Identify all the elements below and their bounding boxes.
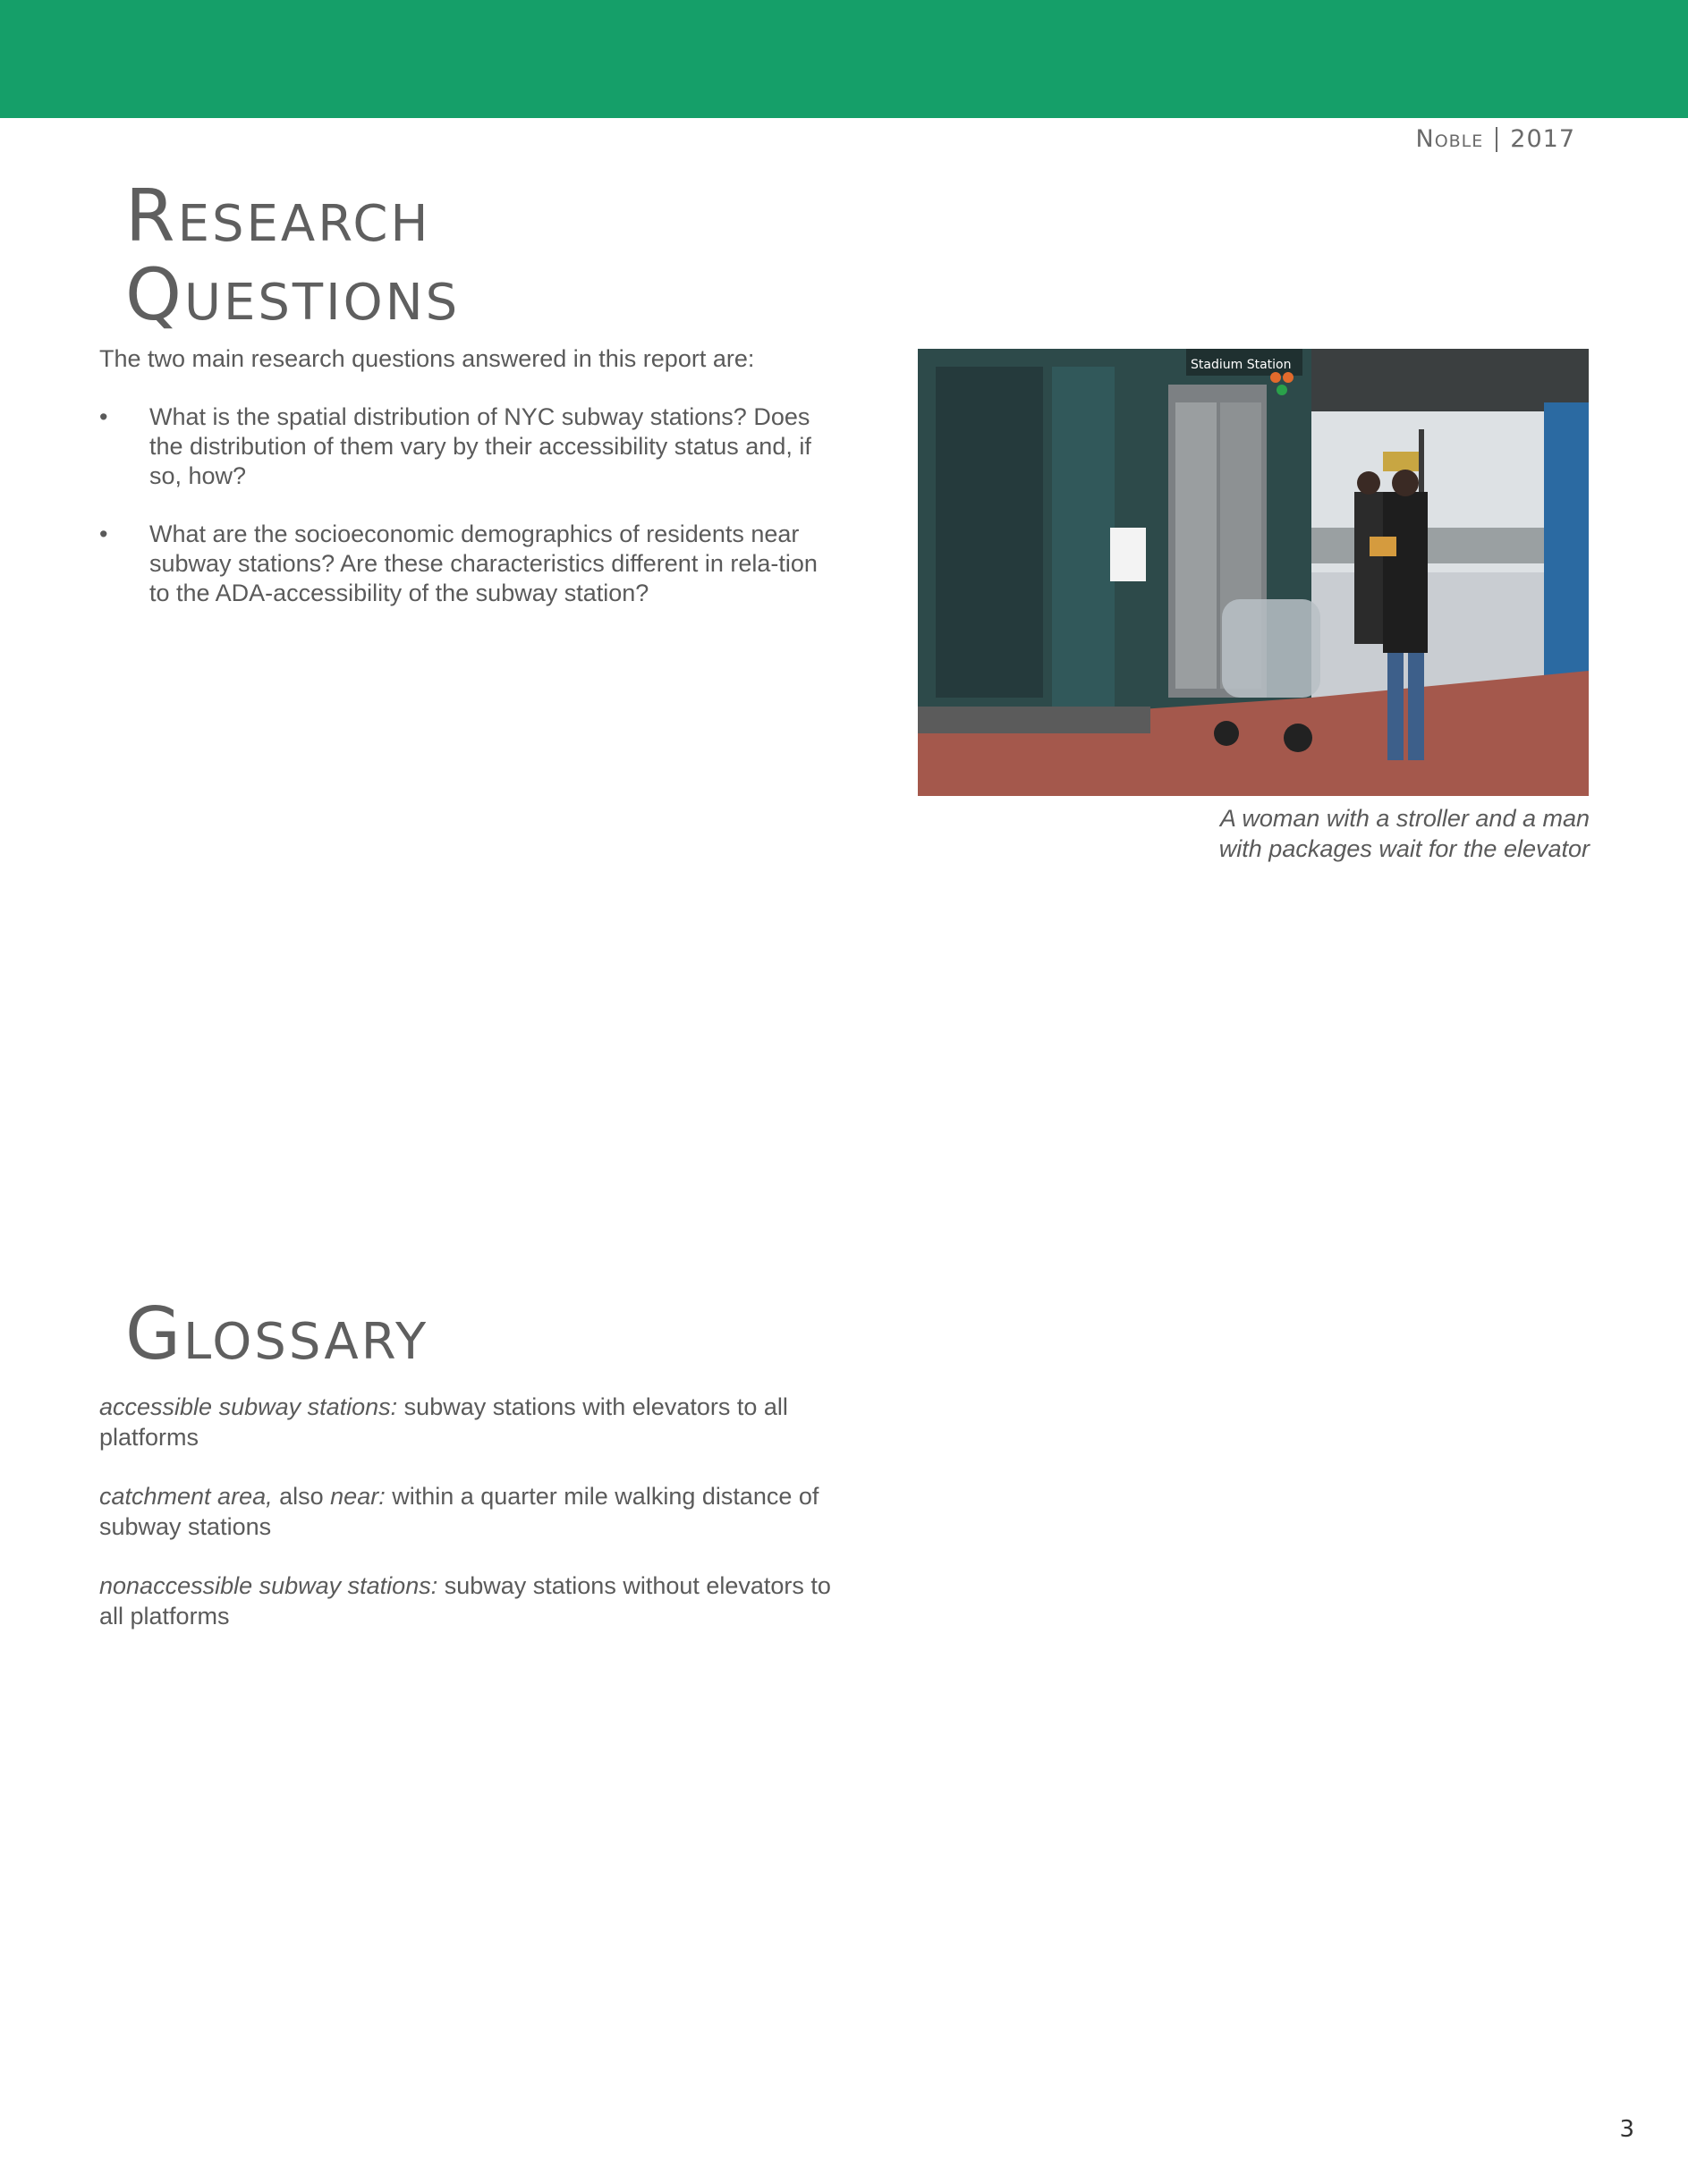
glossary-connector: also xyxy=(272,1483,331,1510)
glossary-definition: within a quarter mile walking distance of subway stations xyxy=(99,1483,819,1540)
running-header xyxy=(1416,125,1576,153)
list-item xyxy=(99,402,829,491)
glossary-term: accessible subway stations: xyxy=(99,1393,398,1420)
glossary-heading xyxy=(125,1292,429,1376)
glossary-entry xyxy=(99,1481,842,1542)
research-question-list xyxy=(99,402,833,637)
page-number: 3 xyxy=(1619,2116,1634,2143)
glossary-definition: subway stations without elevators to all platforms xyxy=(99,1572,831,1630)
research-intro: The two main research questions answered in this report are: xyxy=(99,345,755,372)
caption-line-1: A woman with a stroller and a man xyxy=(1219,805,1590,832)
list-item xyxy=(99,520,829,608)
question-text: What are the socioeconomic demographics of residents near subway stations? Are these characteristics different in rela-tion to the ADA-accessibility of the subway station? xyxy=(149,521,818,606)
heading-line-2: Questions xyxy=(125,253,461,336)
header-bar xyxy=(0,0,1688,118)
subway-elevator-photo xyxy=(918,349,1589,796)
station-sign: Stadium Station xyxy=(1191,358,1292,372)
bullet: • xyxy=(99,403,108,430)
bullet: • xyxy=(99,521,108,547)
photo-illustration xyxy=(918,349,1589,796)
photo-caption xyxy=(1142,803,1590,864)
glossary-term: nonaccessible subway stations: xyxy=(99,1572,438,1599)
header-author: Noble xyxy=(1415,125,1484,153)
glossary-entry xyxy=(99,1570,842,1631)
glossary-definition: subway stations with elevators to all platforms xyxy=(99,1393,788,1451)
header-year: 2017 xyxy=(1510,125,1575,153)
research-questions-heading xyxy=(125,174,461,336)
glossary-term: catchment area, xyxy=(99,1483,273,1510)
caption-line-2: with packages wait for the elevator xyxy=(1218,835,1590,862)
heading-line-1: Research xyxy=(125,174,431,258)
header-divider xyxy=(1496,127,1497,152)
glossary-entry xyxy=(99,1392,842,1452)
question-text: What is the spatial distribution of NYC subway stations? Does the distribution of them vary by their accessibility status and, if so, how? xyxy=(149,403,811,489)
glossary-term-alt: near: xyxy=(330,1483,386,1510)
glossary-heading-text: Glossary xyxy=(125,1292,429,1376)
